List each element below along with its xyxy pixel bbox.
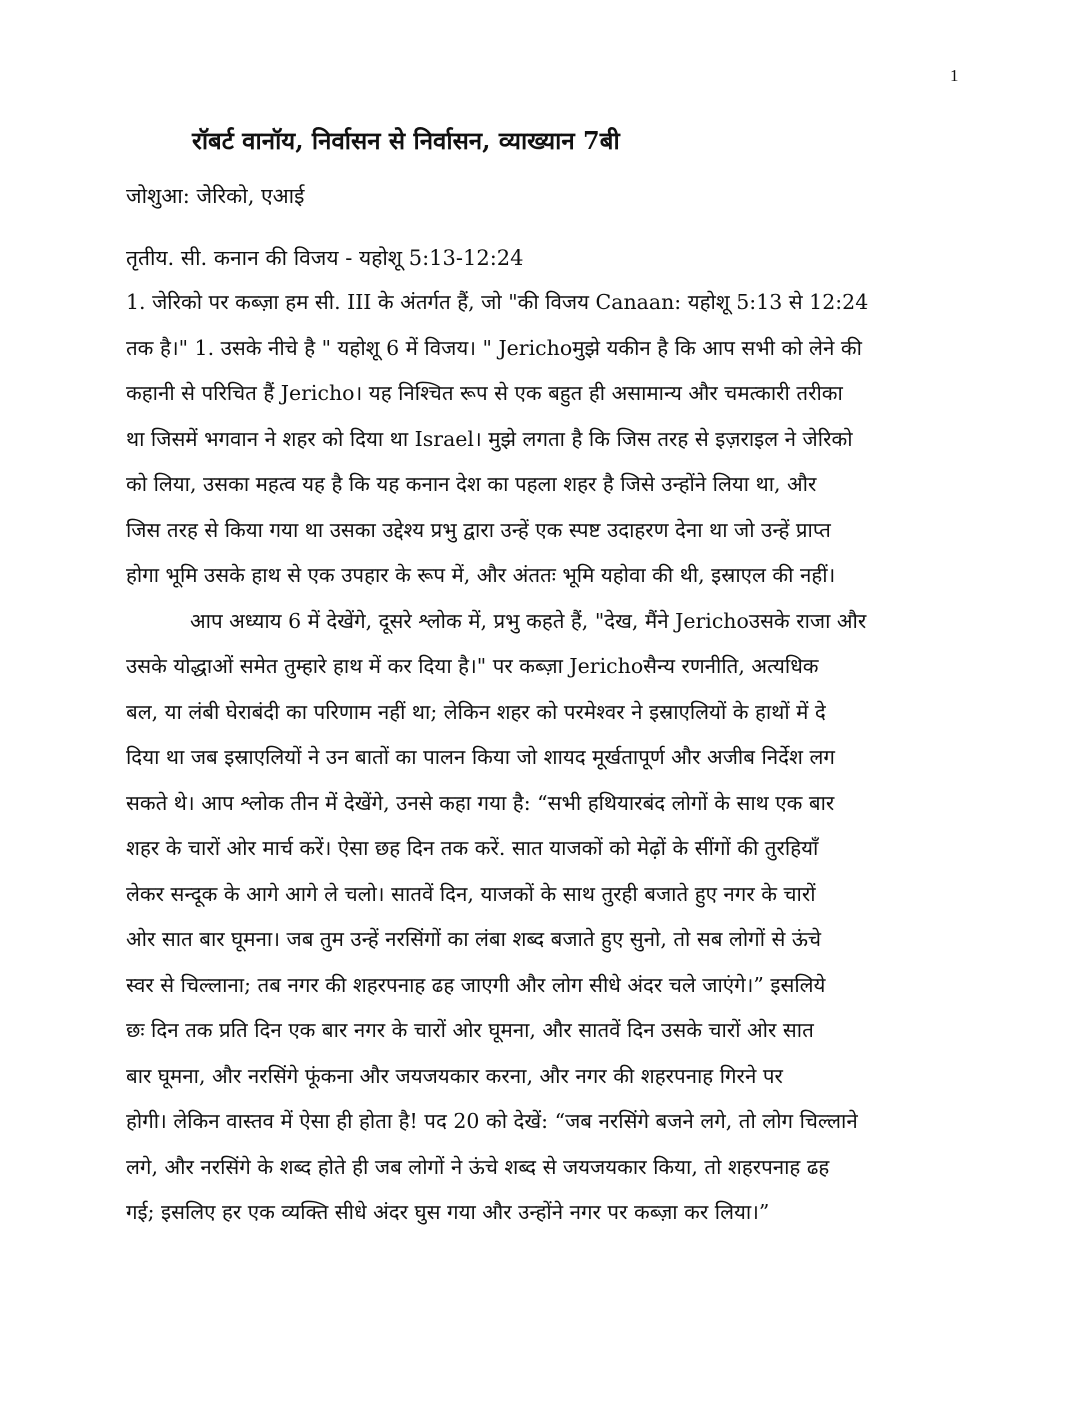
body-line: स्वर से चिल्लाना; तब नगर की शहरपनाह ढह जाएगी और लोग सीधे अंदर चले जाएंगे।” इसलिये xyxy=(126,972,826,997)
body-line: तक है।" 1. उसके नीचे है " यहोशू 6 में विजय। " Jerichoमुझे यकीन है कि आप सभी को लेने की xyxy=(126,335,862,360)
body-line: बार घूमना, और नरसिंगे फूंकना और जयजयकार करना, और नगर की शहरपनाह गिरने पर xyxy=(126,1063,783,1088)
document-subtitle: जोशुआ: जेरिको, एआई xyxy=(126,184,305,208)
body-text xyxy=(126,280,962,1236)
body-line: कहानी से परिचित हैं Jericho। यह निश्चित रूप से एक बहुत ही असामान्य और चमत्कारी तरीका xyxy=(126,381,843,405)
body-line: होगा भूमि उसके हाथ से एक उपहार के रूप में, और अंततः भूमि यहोवा की थी, इस्राएल की नहीं। xyxy=(126,563,836,587)
body-line: बल, या लंबी घेराबंदी का परिणाम नहीं था; लेकिन शहर को परमेश्वर ने इस्राएलियों के हाथों में दे xyxy=(126,699,826,724)
body-line: लेकर सन्दूक के आगे आगे ले चलो। सातवें दिन, याजकों के साथ तुरही बजाते हुए नगर के चारों xyxy=(126,881,816,906)
body-line: छः दिन तक प्रति दिन एक बार नगर के चारों ओर घूमना, और सातवें दिन उसके चारों ओर सात xyxy=(126,1018,814,1042)
page-number: 1 xyxy=(950,66,959,85)
body-line: होगी। लेकिन वास्तव में ऐसा ही होता है! पद 20 को देखें: “जब नरसिंगे बजने लगे, तो लोग चिल्लाने xyxy=(126,1109,858,1133)
section-heading: तृतीय. सी. कनान की विजय - यहोशू 5:13-12:24 xyxy=(126,246,524,270)
body-line: को लिया, उसका महत्व यह है कि यह कनान देश का पहला शहर है जिसे उन्होंने लिया था, और xyxy=(126,472,817,496)
body-line: दिया था जब इस्राएलियों ने उन बातों का पालन किया जो शायद मूर्खतापूर्ण और अजीब निर्देश लग xyxy=(126,745,835,769)
document-title: रॉबर्ट वानॉय, निर्वासन से निर्वासन, व्याख्यान 7बी xyxy=(192,126,620,155)
body-line: ओर सात बार घूमना। जब तुम उन्हें नरसिंगों का लंबा शब्द बजाते हुए सुनो, तो सब लोगों से ऊंचे xyxy=(126,927,822,951)
body-line: 1. जेरिको पर कब्ज़ा हम सी. III के अंतर्गत हैं, जो "की विजय Canaan: यहोशू 5:13 से 12:24 xyxy=(126,290,869,314)
body-line: जिस तरह से किया गया था उसका उद्देश्य प्रभु द्वारा उन्हें एक स्पष्ट उदाहरण देना था जो उन्हें प्राप्त xyxy=(126,517,831,542)
body-line: शहर के चारों ओर मार्च करें। ऐसा छह दिन तक करें. सात याजकों को मेढ़ों के सींगों की तुरहियाँ xyxy=(126,836,819,860)
body-line: लगे, और नरसिंगे के शब्द होते ही जब लोगों ने ऊंचे शब्द से जयजयकार किया, तो शहरपनाह ढह xyxy=(126,1154,830,1179)
body-line: आप अध्याय 6 में देखेंगे, दूसरे श्लोक में, प्रभु कहते हैं, "देख, मैंने Jerichoउसके राजा और xyxy=(190,608,867,633)
body-line: गई; इसलिए हर एक व्यक्ति सीधे अंदर घुस गया और उन्होंने नगर पर कब्ज़ा कर लिया।” xyxy=(126,1200,770,1224)
body-line: था जिसमें भगवान ने शहर को दिया था Israel। मुझे लगता है कि जिस तरह से इज़राइल ने जेरिको xyxy=(126,426,853,451)
body-line: सकते थे। आप श्लोक तीन में देखेंगे, उनसे कहा गया है: “सभी हथियारबंद लोगों के साथ एक बार xyxy=(126,790,835,815)
body-line: उसके योद्धाओं समेत तुम्हारे हाथ में कर दिया है।" पर कब्ज़ा Jerichoसैन्य रणनीति, अत्यधिक xyxy=(126,654,819,678)
